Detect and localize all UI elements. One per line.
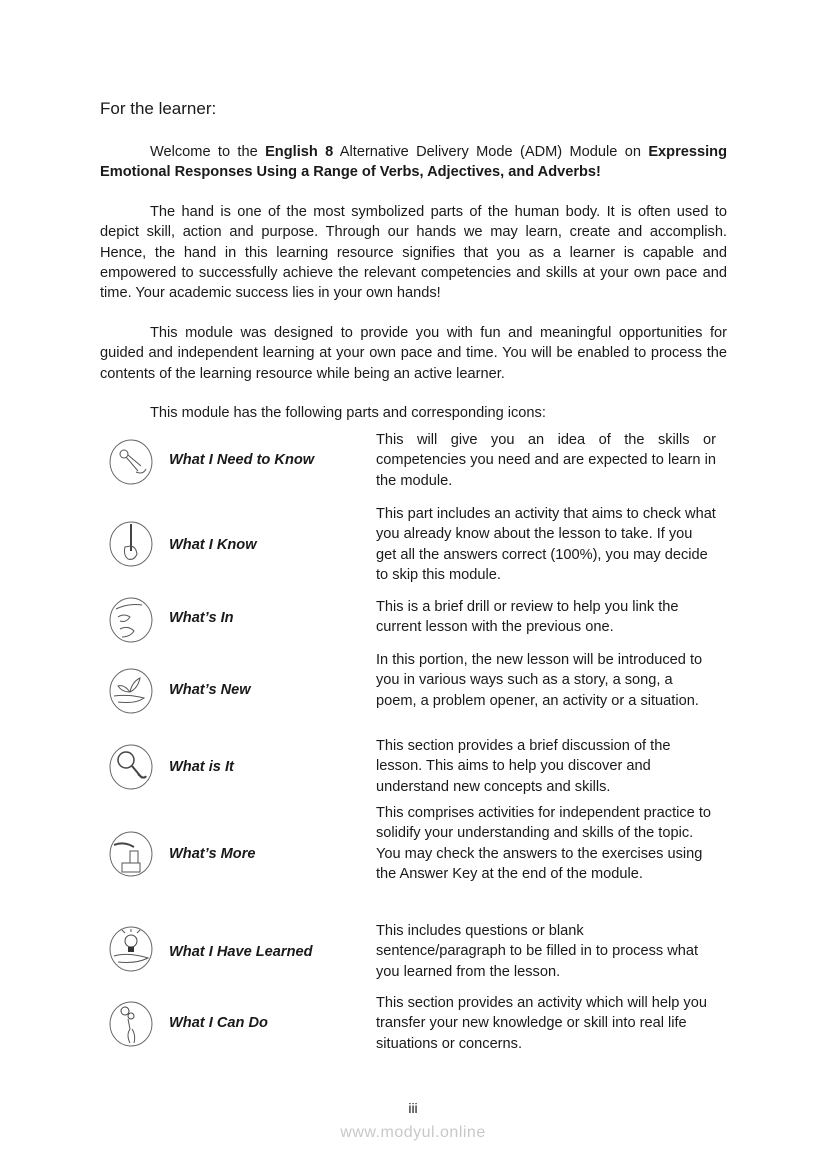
magnifier-icon bbox=[108, 744, 154, 790]
hand-gears-icon bbox=[108, 1001, 154, 1047]
watermark: www.modyul.online bbox=[340, 1124, 486, 1141]
page-number: iii bbox=[408, 1100, 418, 1116]
subject-name: English 8 bbox=[265, 144, 334, 160]
welcome-mid: Alternative Delivery Mode (ADM) Module on bbox=[333, 144, 649, 160]
page-heading: For the learner: bbox=[100, 99, 217, 118]
hand-pointing-icon bbox=[108, 439, 154, 485]
part-description: In this portion, the new lesson will be introduced to you in various ways such as a story, a song, a poem, a problem opener, an activity or a situation. bbox=[376, 652, 703, 709]
part-description: This will give you an idea of the skills or competencies you need and are expected to learn in the module. bbox=[376, 432, 716, 489]
hand-lightbulb-icon bbox=[108, 926, 154, 972]
part-label: What I Know bbox=[169, 537, 257, 553]
welcome-pre: Welcome to the bbox=[150, 144, 266, 160]
part-label: What I Can Do bbox=[169, 1015, 268, 1031]
part-description: This comprises activities for independent practice to solidify your understanding and skills of the topic. You may check the answers to the exercises using the Answer Key at the end of the module. bbox=[376, 805, 712, 882]
part-description: This part includes an activity that aims to check what you already know about the lesson to take. If you get all the answers correct (100%), you may decide to skip this module. bbox=[376, 506, 716, 583]
part-label: What’s More bbox=[169, 846, 256, 862]
part-label: What’s New bbox=[169, 682, 251, 698]
part-description: This includes questions or blank sentence/paragraph to be filled in to process what you learned from the lesson. bbox=[376, 923, 699, 980]
part-description: This section provides an activity which will help you transfer your new knowledge or skill into real life situations or concerns. bbox=[376, 995, 707, 1052]
part-label: What is It bbox=[169, 759, 234, 775]
hand-plant-icon bbox=[108, 668, 154, 714]
hand-pencil-icon bbox=[108, 521, 154, 567]
part-description: This is a brief drill or review to help you link the current lesson with the previous one. bbox=[376, 599, 679, 636]
parts-intro-paragraph: This module has the following parts and corresponding icons: bbox=[150, 405, 546, 421]
hand-link-icon bbox=[108, 597, 154, 643]
part-label: What I Have Learned bbox=[169, 944, 313, 960]
part-description: This section provides a brief discussion of the lesson. This aims to help you discover and understand new concepts and skills. bbox=[376, 738, 671, 795]
hand-blocks-icon bbox=[108, 831, 154, 877]
module-topic: Expressing Emotional Responses Using a Range of Verbs, Adjectives, and Adverbs! bbox=[100, 144, 727, 181]
hand-paragraph: The hand is one of the most symbolized parts of the human body. It is often used to depict skill, action and purpose. Through our hands we may learn, create and accomplish. Hence, the hand in this learning resource signifies that you as a learner is capable and empowered to successfully achieve the relevant competencies and skills at your own pace and time. Your academic success lies in your own hands! bbox=[100, 204, 727, 302]
part-label: What’s In bbox=[169, 610, 234, 626]
module-design-paragraph: This module was designed to provide you with fun and meaningful opportunities for guided and independent learning at your own pace and time. You will be enabled to process the contents of the learning resource while being an active learner. bbox=[100, 325, 727, 382]
part-label: What I Need to Know bbox=[169, 452, 315, 468]
welcome-paragraph bbox=[100, 142, 727, 183]
